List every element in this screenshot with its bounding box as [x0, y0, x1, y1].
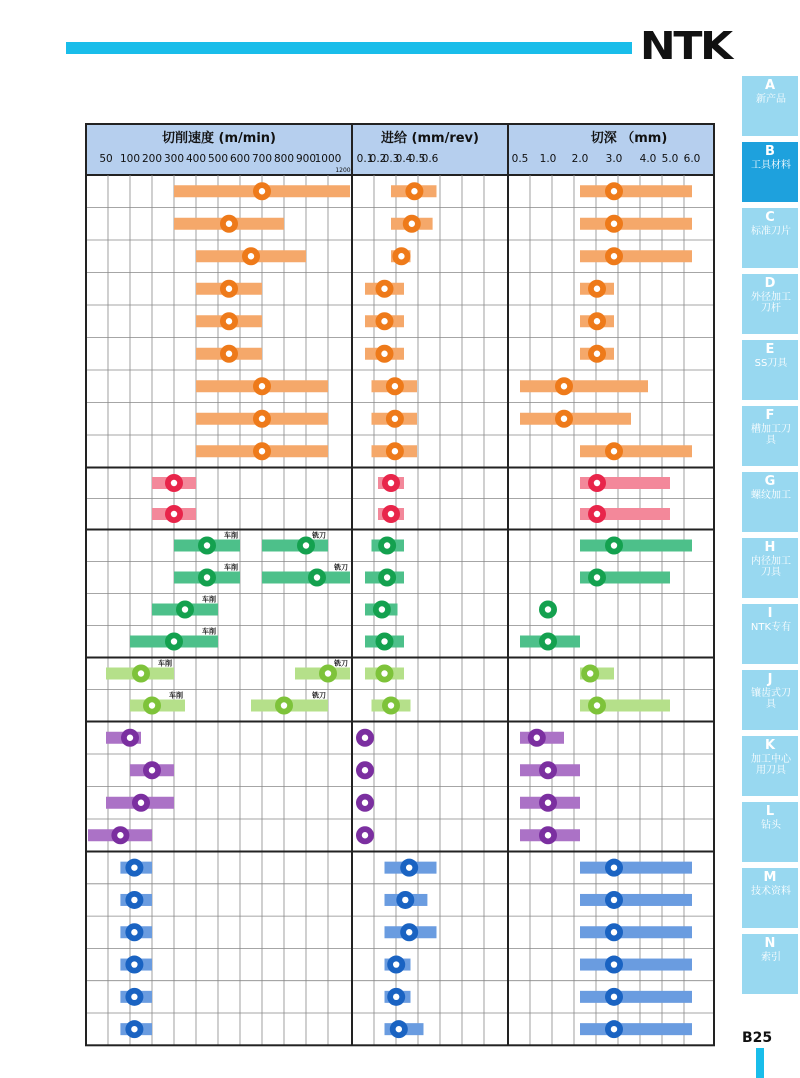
- depth-marker-center: [594, 574, 600, 580]
- feed-marker-center: [388, 702, 394, 708]
- depth-marker-center: [611, 253, 617, 259]
- speed-marker-center: [204, 574, 210, 580]
- depth-bar: [580, 185, 692, 197]
- speed-marker-center: [281, 702, 287, 708]
- tab-label: NTK专有: [750, 622, 792, 633]
- tab-e[interactable]: [742, 340, 798, 400]
- speed-marker-center: [204, 542, 210, 548]
- tab-label: 外径加工刀杆: [751, 292, 791, 314]
- tick-label: 4.0: [639, 153, 657, 165]
- depth-marker-center: [594, 480, 600, 486]
- tick-label: 50: [99, 153, 113, 165]
- depth-bar: [580, 218, 692, 230]
- depth-marker-center: [594, 318, 600, 324]
- tab-k[interactable]: [742, 736, 798, 796]
- depth-marker-center: [545, 767, 551, 773]
- feed-marker-center: [393, 994, 399, 1000]
- tab-n[interactable]: [742, 934, 798, 994]
- feed-marker-center: [392, 383, 398, 389]
- speed-marker-center: [131, 994, 137, 1000]
- speed-marker-center: [259, 383, 265, 389]
- tab-letter: H: [764, 540, 776, 555]
- panel-title-1: 切削速度 (m/min): [162, 131, 276, 146]
- tab-letter: I: [767, 606, 773, 621]
- depth-marker-center: [545, 638, 551, 644]
- tab-label: 技术资料: [751, 886, 791, 897]
- tick-label: 500: [207, 153, 229, 165]
- feed-marker-center: [384, 542, 390, 548]
- depth-bar: [580, 445, 692, 457]
- tab-d[interactable]: [742, 274, 798, 334]
- speed-marker-center: [226, 351, 232, 357]
- speed-marker-center: [171, 638, 177, 644]
- depth-marker-center: [611, 929, 617, 935]
- depth-bar: [580, 926, 692, 938]
- tick-label: 2.0: [571, 153, 589, 165]
- cutting-type-label: 车削: [158, 659, 172, 668]
- tab-f[interactable]: [742, 406, 798, 466]
- speed-bar: [262, 572, 350, 584]
- speed-marker-center: [259, 416, 265, 422]
- feed-marker-center: [396, 1026, 402, 1032]
- speed-marker-center: [248, 253, 254, 259]
- depth-bar: [580, 250, 692, 262]
- feed-marker-center: [381, 351, 387, 357]
- speed-marker-center: [182, 606, 188, 612]
- feed-marker-center: [406, 864, 412, 870]
- depth-bar: [580, 894, 692, 906]
- feed-marker-center: [362, 735, 368, 741]
- tab-label: 内径加工刀具: [751, 556, 791, 578]
- panel-title-2: 进给 (mm/rev): [381, 131, 479, 146]
- depth-marker-center: [545, 800, 551, 806]
- tick-label: 800: [273, 153, 295, 165]
- tab-label: 索引: [761, 952, 781, 963]
- speed-marker-center: [117, 832, 123, 838]
- feed-marker-center: [388, 511, 394, 517]
- feed-marker-center: [362, 800, 368, 806]
- tick-label: 6.0: [683, 153, 701, 165]
- tab-letter: M: [763, 870, 777, 885]
- feed-marker-center: [398, 253, 404, 259]
- tick-label: 0.2: [369, 153, 387, 165]
- tab-c[interactable]: [742, 208, 798, 268]
- cutting-type-label: 铣刀: [334, 659, 348, 668]
- depth-marker-center: [587, 670, 593, 676]
- feed-marker-center: [362, 832, 368, 838]
- tab-label: 镶齿式刀具: [751, 688, 791, 710]
- tick-label: 0.3: [382, 153, 400, 165]
- cutting-type-label: 车削: [224, 563, 238, 572]
- depth-marker-center: [594, 286, 600, 292]
- speed-marker-center: [226, 286, 232, 292]
- feed-marker-center: [381, 318, 387, 324]
- feed-marker-center: [381, 638, 387, 644]
- tab-label: SS刀具: [754, 358, 788, 369]
- speed-marker-center: [303, 542, 309, 548]
- tab-letter: E: [765, 342, 775, 357]
- ntk-logo: NTK: [640, 24, 731, 68]
- depth-bar: [520, 413, 631, 425]
- depth-marker-center: [611, 542, 617, 548]
- tick-label: 0.1: [356, 153, 374, 165]
- tab-label: 槽加工刀具: [751, 424, 791, 446]
- page-number: B25: [742, 1030, 773, 1046]
- tab-letter: D: [764, 276, 776, 291]
- cutting-type-label: 车削: [202, 627, 216, 636]
- section-tabs: [738, 0, 800, 1078]
- tick-label: 1.0: [539, 153, 557, 165]
- tick-label: 700: [251, 153, 273, 165]
- depth-marker-center: [611, 188, 617, 194]
- tick-label: 0.5: [408, 153, 426, 165]
- depth-marker-center: [561, 383, 567, 389]
- tab-letter: C: [765, 210, 775, 225]
- tick-label: 300: [163, 153, 185, 165]
- tab-label: 新产品: [756, 94, 786, 105]
- depth-bar: [580, 540, 692, 552]
- depth-marker-center: [611, 221, 617, 227]
- feed-marker-center: [406, 929, 412, 935]
- tab-label: 标准刀片: [751, 226, 791, 237]
- tick-label-extra: 1200: [335, 167, 351, 174]
- tab-a[interactable]: [742, 76, 798, 136]
- feed-marker-center: [381, 286, 387, 292]
- feed-marker-center: [384, 574, 390, 580]
- depth-bar: [520, 380, 648, 392]
- cutting-type-label: 铣刀: [312, 531, 326, 540]
- tick-label: 900: [295, 153, 317, 165]
- speed-marker-center: [138, 800, 144, 806]
- tick-label: 5.0: [661, 153, 679, 165]
- depth-marker-center: [545, 832, 551, 838]
- speed-marker-center: [127, 735, 133, 741]
- tab-j[interactable]: [742, 670, 798, 730]
- tick-label: 200: [141, 153, 163, 165]
- speed-marker-center: [259, 188, 265, 194]
- depth-marker-center: [545, 606, 551, 612]
- speed-bar: [262, 540, 328, 552]
- depth-marker-center: [594, 351, 600, 357]
- tab-letter: G: [764, 474, 776, 489]
- depth-marker-center: [611, 994, 617, 1000]
- tick-label: 0.6: [421, 153, 439, 165]
- tab-letter: K: [764, 738, 776, 753]
- tab-label: 钻头: [761, 820, 781, 831]
- tab-letter: L: [765, 804, 775, 819]
- feed-marker-center: [393, 961, 399, 967]
- speed-marker-center: [131, 929, 137, 935]
- tick-label: 0.5: [511, 153, 529, 165]
- panel-title-3: 切深 （mm): [590, 131, 668, 146]
- tick-label: 3.0: [605, 153, 623, 165]
- tick-label: 400: [185, 153, 207, 165]
- feed-marker-center: [402, 897, 408, 903]
- speed-marker-center: [131, 897, 137, 903]
- speed-marker-center: [259, 448, 265, 454]
- feed-marker-center: [411, 188, 417, 194]
- speed-marker-center: [138, 670, 144, 676]
- cutting-type-label: 车削: [169, 691, 183, 700]
- tab-i[interactable]: [742, 604, 798, 664]
- feed-marker-center: [409, 221, 415, 227]
- depth-bar: [580, 1023, 692, 1035]
- feed-marker-center: [362, 767, 368, 773]
- feed-marker-center: [392, 448, 398, 454]
- tab-m[interactable]: [742, 868, 798, 928]
- depth-marker-center: [611, 448, 617, 454]
- tab-letter: N: [764, 936, 776, 951]
- speed-marker-center: [131, 864, 137, 870]
- depth-marker-center: [611, 897, 617, 903]
- cutting-type-label: 铣刀: [334, 563, 348, 572]
- tab-g[interactable]: [742, 472, 798, 532]
- tab-letter: B: [765, 144, 775, 159]
- tab-l[interactable]: [742, 802, 798, 862]
- tick-label: 1000: [314, 153, 342, 165]
- speed-marker-center: [149, 702, 155, 708]
- feed-marker-center: [392, 416, 398, 422]
- tab-label: 螺纹加工: [751, 490, 791, 501]
- tab-h[interactable]: [742, 538, 798, 598]
- depth-marker-center: [611, 961, 617, 967]
- tick-label: 600: [229, 153, 251, 165]
- depth-marker-center: [594, 702, 600, 708]
- depth-bar: [580, 959, 692, 971]
- speed-marker-center: [149, 767, 155, 773]
- speed-marker-center: [131, 961, 137, 967]
- cutting-type-label: 车削: [224, 531, 238, 540]
- tick-label: 0.4: [395, 153, 413, 165]
- speed-marker-center: [226, 221, 232, 227]
- feed-marker-center: [379, 606, 385, 612]
- feed-marker-center: [388, 480, 394, 486]
- depth-bar: [580, 862, 692, 874]
- cutting-type-label: 铣刀: [312, 691, 326, 700]
- page-accent-bar: [756, 1048, 764, 1078]
- depth-marker-center: [561, 416, 567, 422]
- cutting-type-label: 车削: [202, 595, 216, 604]
- speed-marker-center: [131, 1026, 137, 1032]
- feed-marker-center: [381, 670, 387, 676]
- speed-marker-center: [226, 318, 232, 324]
- speed-marker-center: [171, 480, 177, 486]
- depth-marker-center: [594, 511, 600, 517]
- speed-marker-center: [325, 670, 331, 676]
- speed-marker-center: [171, 511, 177, 517]
- tab-label: 工具材料: [751, 160, 791, 171]
- depth-marker-center: [611, 864, 617, 870]
- tab-letter: J: [767, 672, 773, 687]
- tab-letter: F: [765, 408, 775, 423]
- tab-letter: A: [764, 78, 776, 93]
- tab-b[interactable]: [742, 142, 798, 202]
- tick-label: 100: [119, 153, 141, 165]
- tab-label: 加工中心用刀具: [751, 754, 791, 776]
- depth-bar: [580, 991, 692, 1003]
- depth-marker-center: [611, 1026, 617, 1032]
- depth-marker-center: [534, 735, 540, 741]
- speed-marker-center: [314, 574, 320, 580]
